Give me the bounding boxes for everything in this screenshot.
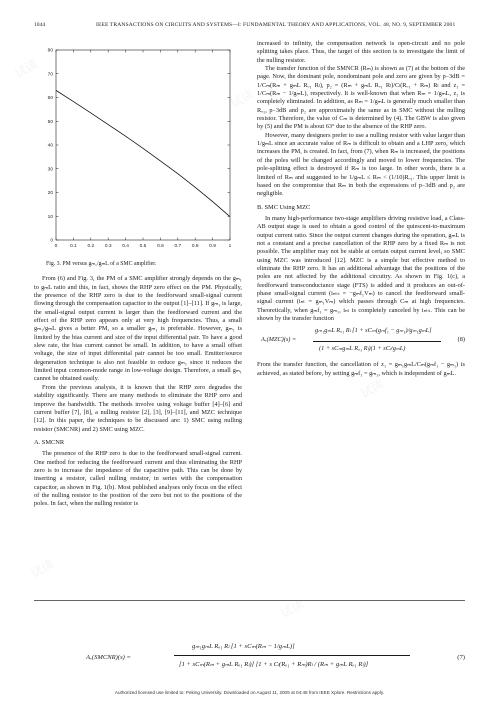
page-number: 1044: [34, 22, 46, 28]
paragraph: The transfer function of the SMNCR (Rₘ) is shown as (7) at the bottom of the page. Now, the dominant pole, nondominant pole and zero are given by p₋3dB = 1/Cₘ(Rₘ + gₘL Rₒ₁ Rₗ), p₂ = (Rₘ + gₘL Rₒ₁ Rₗ)/Cₗ(Rₒ₁ + Rₘ) Rₗ and z₁ = 1/Cₘ(Rₘ − 1/gₘL), respectively. It is well-known that when Rₘ = 1/gₘL, z₁ is completely eliminated. In addition, as Rₘ = 1/gₘL is generally much smaller than Rₒ₁, p₋3dB and p₂ are approximately the same as in SMC without the nulling resistor. Therefore, the value of Cₘ is determined by (4). The GBW is also given by (5) and the PM is about 63° due to the absence of the RHP zero.: [257, 65, 465, 131]
x-tick-label: 0.2: [87, 244, 95, 249]
eq7-lhs: Aᵥ(SMCNR)(s) =: [86, 654, 131, 661]
watermark: 试读: [228, 86, 257, 111]
equation-7: [34, 640, 465, 678]
paragraph: From (6) and Fig. 3, the PM of a SMC amplifier strongly depends on the gₘ₁ to gₘL ratio and this, in fact, shows the RHP zero effect on the PM. Physically, the presence of the RHP zero is due to the feedforward small-signal current flowing through the compensation capacitor to the output [1]–[11]. If gₘ₁ is large, the small-signal output current is larger than the feedforward current and the effect of the RHP zero appears only at very high frequencies. Thus, a small gₘ₁/gₘL gives a better PM, so a smaller gₘ₁ is preferable. However, gₘ₁ is limited by the bias current and size of the input differential pair. To have a good slew rate, the bias current cannot be small. In addition, to have a small offset voltage, the size of input differential pair cannot be too small. Emitter/source degeneration technique is also not feasible to reduce gₘ₁ since it reduces the limited input common-mode range in low-voltage design. Therefore, a small gₘ₁ cannot be obtained easily.: [34, 275, 242, 383]
y-tick-label: 0: [50, 238, 53, 244]
running-header: [34, 22, 465, 34]
figure-3: [34, 40, 242, 256]
y-tick-label: 10: [47, 214, 53, 220]
pm-chart: [34, 40, 242, 256]
journal-title: IEEE TRANSACTIONS ON CIRCUITS AND SYSTEMS—I: FUNDAMENTAL THEORY AND APPLICATIONS, VOL. 48, NO. 9, SEPTEMBER 2001: [96, 22, 456, 28]
watermark: 试读: [278, 596, 307, 621]
x-tick-label: 0.3: [104, 244, 112, 249]
watermark: 试读: [118, 326, 147, 351]
eq8-fraction-bar: [313, 341, 441, 342]
watermark: 试读: [12, 56, 41, 81]
paragraph: increased to infinity, the compensation network is open-circuit and no pole splitting takes place. Thus, the target of this section is to investigate the limit of the nulling resistor.: [257, 40, 465, 64]
watermark: 试读: [28, 556, 57, 581]
x-tick-label: 0.7: [174, 244, 182, 249]
eq8-lhs: Aᵥ(MZC)(s) =: [261, 336, 297, 344]
y-tick-label: 60: [47, 96, 53, 102]
eq8-numerator: gₘ₁gₘL Rₒ₁ Rₗ [1 + sCₘ(gₘf₁ − gₘ₁)/gₘ₁gₘL]: [315, 327, 432, 335]
paragraph: The presence of the RHP zero is due to the feedforward small-signal current. One method for reducing the feedforward current and thus eliminating the RHP zero is to increase the impedance of the capacitive path. This can be done by inserting a resistor, called nulling resistor, in series with the compensation capacitor, as shown in Fig. 1(b). Most published analyses only focus on the effect of the nulling resistor to the position of the zero but not to the positions of the poles. In fact, when the nulling resistor is: [34, 450, 242, 508]
eq8-number: (8): [457, 336, 465, 344]
paragraph: However, many designers prefer to use a nulling resistor with value larger than 1/gₘL since an accurate value of Rₘ is difficult to obtain and a LHP zero, which increases the PM, is created. In fact, from (7), when Rₘ is increased, the positions of the poles will be changed accordingly and moved to lower frequencies. The pole-splitting effect is destroyed if Rₘ is too large. In other words, there is a limited of Rₘ and suggested to be 1/gₘL ≤ Rₘ < (1/10)Rₒ₁. This upper limit is based on the compromise that Rₘ in both the expressions of p₋3dB and p₂ are negligible.: [257, 131, 465, 198]
section-heading-a: A. SMCNR: [34, 438, 65, 446]
y-tick-label: 20: [47, 191, 53, 197]
y-tick-label: 50: [47, 119, 53, 125]
watermark: 试读: [438, 126, 467, 151]
x-tick-label: 0.1: [70, 244, 77, 249]
eq7-fraction-bar: [174, 655, 410, 656]
x-tick-label: 0: [54, 244, 58, 249]
license-footer: Authorized licensed use limited to: Peking University. Downloaded on August 11, 2009 at 04:48 from IEEE Xplore. Restrictions apply.: [114, 690, 385, 695]
equation-8: [257, 326, 465, 358]
x-tick-label: 1: [228, 244, 232, 249]
right-column: [257, 40, 465, 378]
section-heading-b: B. SMC Using MZC: [257, 203, 311, 211]
x-tick-label: 0.6: [157, 244, 164, 249]
x-tick-label: 0.9: [209, 244, 216, 249]
x-tick-label: 0.5: [139, 244, 147, 249]
y-tick-label: 30: [47, 167, 53, 173]
y-tick-label: 40: [47, 143, 53, 149]
left-column: [34, 40, 242, 509]
eq7-denominator: [1 + sCₘ(Rₘ + gₘL Rₒ₁ Rₗ)] [1 + s Cₗ(Rₒ₁ + Rₘ)Rₗ / (Rₘ + gₘL Rₒ₁ Rₗ)]: [179, 661, 369, 668]
y-tick-label: 70: [47, 72, 53, 78]
watermark: 试读: [358, 376, 387, 401]
x-tick-label: 0.4: [122, 244, 129, 249]
equation-separator: [34, 600, 465, 601]
y-tick-label: 80: [47, 48, 53, 54]
figure-caption: Fig. 3. PM versus gₘ₁/gₘL of a SMC amplifier.: [46, 261, 157, 267]
paragraph: From the transfer function, the cancellation of z₁ = gₘ₁gₘL/Cₘ(gₘf₁ − gₘ₁) is achieved, as stated before, by setting gₘf₁ = gₘ₁, which is independent of gₘL.: [257, 361, 465, 377]
plot-frame: [56, 50, 230, 240]
eq7-numerator: gₘ₁gₘL Rₒ₁ Rₗ [1 + sCₘ(Rₘ − 1/gₘL)]: [192, 643, 295, 650]
eq8-denominator: (1 + sCₘgₘL Rₒ₁ Rₗ)(1 + sCₗ/gₘL): [319, 345, 406, 353]
x-tick-label: 0.8: [191, 244, 199, 249]
paragraph: From the previous analysis, it is known that the RHP zero degrades the stability significantly. There are many methods to eliminate the RHP zero and improve the bandwidth. The methods involve using voltage buffer [4]–[6] and current buffer [7], [8], a nulling resistor [2], [3], [9]–[11], and MZC technique [12]. In this paper, the techniques to be discussed are: 1) SMC using nulling resistor (SMCNR) and 2) SMC using MZC.: [34, 383, 242, 433]
paragraph: In many high-performance two-stage amplifiers driving resistive load, a Class-AB output stage is used to obtain a good control of the quiescent-to-maximum output current ratio. Since the output current changes during the operation, gₘL is not a constant and a precise cancellation of the RHP zero by a fixed Rₘ is not possible. The amplifier may not be stable at certain output current level, so SMC using MZC was introduced [12]. MZC is a simple but effective method to eliminate the RHP zero. It has an additional advantage that the positions of the poles are not affected by the additional circuitry. As shown in Fig. 1(c), a feedforward transconductance stage (FTS) is added and it produces an out-of-phase small-signal current (iₙₜₛ = −gₘf₁Vₘ) to cancel the feedforward small-signal current (iₙₜ = gₘ₁Vₘ) which passes through Cₘ at high frequencies. Theoretically, when gₘf₁ = gₘ₁, iₙₜ is completely canceled by iₙₜₛ. This can be shown by the transfer function: [257, 214, 465, 322]
eq7-number: (7): [457, 654, 465, 661]
pm-curve: [56, 90, 230, 216]
